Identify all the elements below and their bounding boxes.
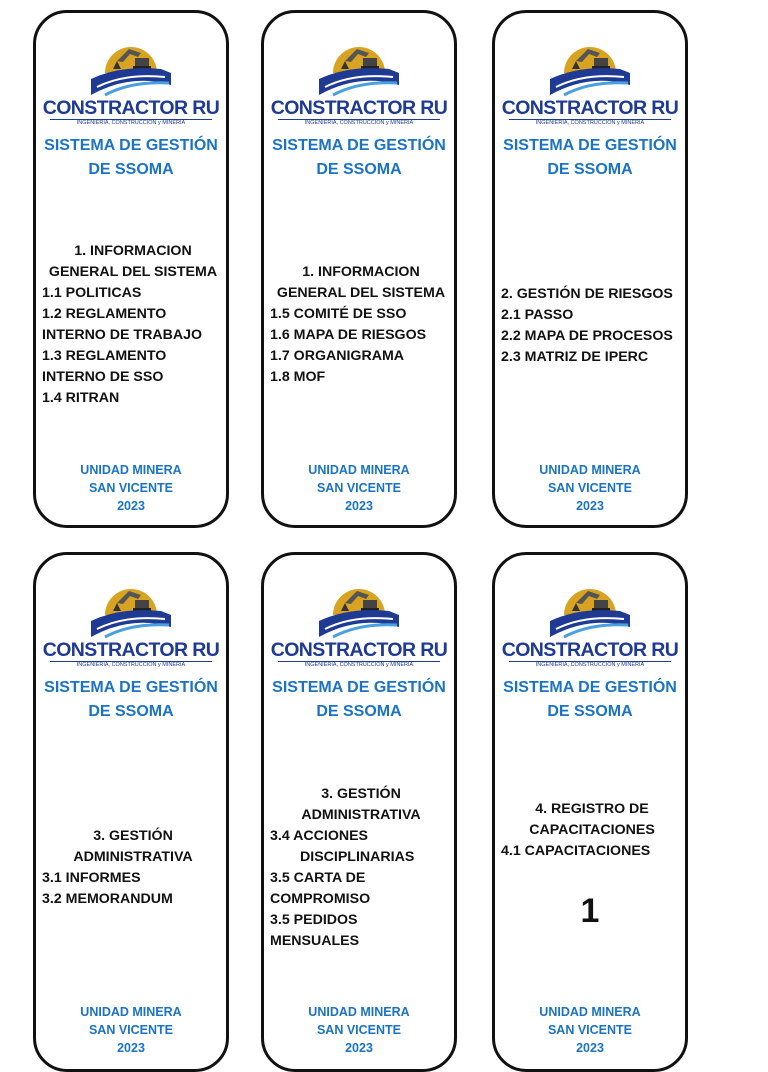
system-title	[40, 676, 222, 724]
binder-number: 1	[580, 892, 600, 930]
section-heading: 4. REGISTRO DE	[535, 801, 649, 817]
section-item: 1.4 RITRAN	[42, 390, 120, 406]
section-item: 4.1 CAPACITACIONES	[501, 843, 651, 859]
section-item: DISCIPLINARIAS	[300, 849, 415, 865]
company-logo	[495, 39, 685, 127]
footer-line-1: UNIDAD MINERA	[80, 463, 182, 477]
section-content	[501, 799, 683, 862]
section-item: 3.1 INFORMES	[42, 870, 141, 886]
card-footer	[264, 1003, 454, 1057]
system-title	[268, 676, 450, 724]
card-footer	[495, 1003, 685, 1057]
section-item: INTERNO DE SSO	[42, 369, 164, 385]
section-item: 1.7 ORGANIGRAMA	[270, 348, 405, 364]
system-title	[268, 134, 450, 182]
footer-line-2: SAN VICENTE	[547, 1023, 633, 1037]
section-item: 2.3 MATRIZ DE IPERC	[501, 349, 649, 365]
section-item: 3.4 ACCIONES	[270, 828, 369, 844]
brand-name: CONSTRACTOR RU	[42, 97, 220, 119]
section-heading: ADMINISTRATIVA	[301, 807, 421, 823]
section-content	[42, 241, 224, 409]
section-item: 3.5 CARTA DE	[270, 870, 366, 886]
excavator-road-logo-icon	[550, 581, 630, 641]
excavator-road-logo-icon	[91, 581, 171, 641]
footer-line-1: UNIDAD MINERA	[539, 463, 641, 477]
excavator-road-logo-icon	[319, 39, 399, 99]
system-title-line-2: DE SSOMA	[88, 703, 174, 720]
card-footer	[495, 461, 685, 515]
footer-line-1: UNIDAD MINERA	[80, 1005, 182, 1019]
company-logo	[495, 581, 685, 669]
excavator-road-logo-icon	[319, 581, 399, 641]
footer-year: 2023	[117, 1041, 145, 1055]
system-title-line-1: SISTEMA DE GESTIÓN	[44, 137, 218, 154]
section-content	[270, 784, 452, 952]
footer-line-2: SAN VICENTE	[547, 481, 633, 495]
section-content	[501, 284, 683, 368]
footer-line-2: SAN VICENTE	[88, 481, 174, 495]
section-heading: 1. INFORMACION	[302, 264, 420, 280]
section-heading: 1. INFORMACION	[74, 243, 192, 259]
system-title-line-2: DE SSOMA	[88, 161, 174, 178]
system-title-line-1: SISTEMA DE GESTIÓN	[503, 137, 677, 154]
brand-tagline: INGENIERÍA, CONSTRUCCIÓN y MINERÍA	[535, 120, 645, 126]
company-logo	[264, 581, 454, 669]
footer-line-1: UNIDAD MINERA	[539, 1005, 641, 1019]
company-logo	[36, 581, 226, 669]
card-4	[33, 552, 229, 1072]
card-6	[492, 552, 688, 1072]
card-2	[261, 10, 457, 528]
section-heading: 3. GESTIÓN	[93, 828, 173, 844]
section-content	[42, 826, 224, 910]
brand-tagline: INGENIERÍA, CONSTRUCCIÓN y MINERÍA	[535, 662, 645, 668]
system-title-line-2: DE SSOMA	[547, 161, 633, 178]
company-logo	[36, 39, 226, 127]
section-item: MENSUALES	[270, 933, 360, 949]
section-item: 2.2 MAPA DE PROCESOS	[501, 328, 673, 344]
section-item: 1.2 REGLAMENTO	[42, 306, 167, 322]
section-heading: 3. GESTIÓN	[321, 786, 401, 802]
footer-line-1: UNIDAD MINERA	[308, 463, 410, 477]
footer-year: 2023	[345, 1041, 373, 1055]
card-1	[33, 10, 229, 528]
footer-line-2: SAN VICENTE	[88, 1023, 174, 1037]
section-content	[270, 262, 452, 388]
system-title-line-1: SISTEMA DE GESTIÓN	[44, 679, 218, 696]
section-heading: ADMINISTRATIVA	[73, 849, 193, 865]
brand-tagline: INGENIERÍA, CONSTRUCCIÓN y MINERÍA	[76, 662, 186, 668]
brand-name: CONSTRACTOR RU	[501, 639, 679, 661]
section-item: 3.2 MEMORANDUM	[42, 891, 173, 907]
excavator-road-logo-icon	[91, 39, 171, 99]
system-title	[499, 676, 681, 724]
section-item: 3.5 PEDIDOS	[270, 912, 358, 928]
brand-name: CONSTRACTOR RU	[270, 639, 448, 661]
excavator-road-logo-icon	[550, 39, 630, 99]
system-title-line-1: SISTEMA DE GESTIÓN	[272, 679, 446, 696]
card-footer	[264, 461, 454, 515]
brand-tagline: INGENIERÍA, CONSTRUCCIÓN y MINERÍA	[304, 662, 414, 668]
system-title-line-2: DE SSOMA	[316, 161, 402, 178]
system-title-line-2: DE SSOMA	[547, 703, 633, 720]
brand-name: CONSTRACTOR RU	[42, 639, 220, 661]
section-heading: CAPACITACIONES	[529, 822, 655, 838]
section-item: INTERNO DE TRABAJO	[42, 327, 203, 343]
card-5	[261, 552, 457, 1072]
brand-tagline: INGENIERÍA, CONSTRUCCIÓN y MINERÍA	[304, 120, 414, 126]
section-item: 1.3 REGLAMENTO	[42, 348, 167, 364]
section-item: 2.1 PASSO	[501, 307, 574, 323]
card-footer	[36, 1003, 226, 1057]
footer-line-2: SAN VICENTE	[316, 1023, 402, 1037]
brand-name: CONSTRACTOR RU	[501, 97, 679, 119]
footer-line-2: SAN VICENTE	[316, 481, 402, 495]
system-title-line-1: SISTEMA DE GESTIÓN	[503, 679, 677, 696]
section-item: 1.1 POLITICAS	[42, 285, 142, 301]
footer-line-1: UNIDAD MINERA	[308, 1005, 410, 1019]
system-title	[40, 134, 222, 182]
card-3	[492, 10, 688, 528]
footer-year: 2023	[576, 499, 604, 513]
system-title-line-2: DE SSOMA	[316, 703, 402, 720]
section-item: 1.5 COMITÉ DE SSO	[270, 306, 407, 322]
section-heading: GENERAL DEL SISTEMA	[48, 264, 218, 280]
footer-year: 2023	[576, 1041, 604, 1055]
section-heading: 2. GESTIÓN DE RIESGOS	[501, 286, 673, 302]
section-item: 1.8 MOF	[270, 369, 326, 385]
system-title-line-1: SISTEMA DE GESTIÓN	[272, 137, 446, 154]
brand-name: CONSTRACTOR RU	[270, 97, 448, 119]
brand-tagline: INGENIERÍA, CONSTRUCCIÓN y MINERÍA	[76, 120, 186, 126]
footer-year: 2023	[345, 499, 373, 513]
section-item: COMPROMISO	[270, 891, 371, 907]
company-logo	[264, 39, 454, 127]
card-footer	[36, 461, 226, 515]
system-title	[499, 134, 681, 182]
footer-year: 2023	[117, 499, 145, 513]
section-item: 1.6 MAPA DE RIESGOS	[270, 327, 427, 343]
section-heading: GENERAL DEL SISTEMA	[276, 285, 446, 301]
